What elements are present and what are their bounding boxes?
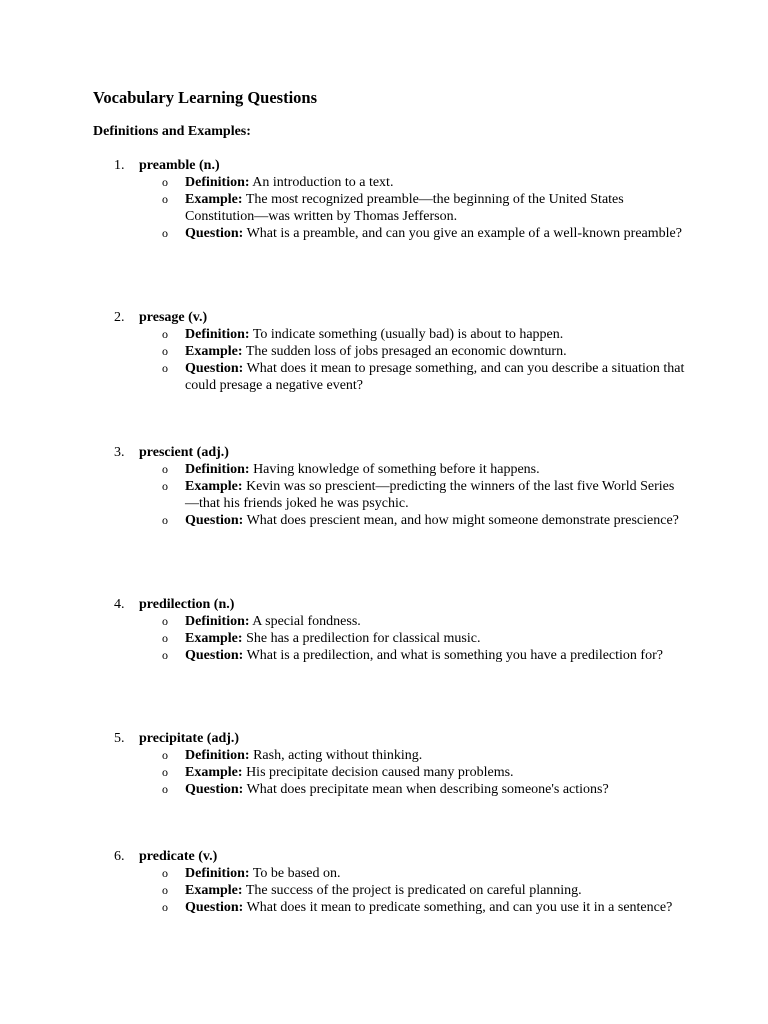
question-item (162, 899, 685, 916)
definition-text: A special fondness. (252, 614, 361, 629)
question-text: What is a preamble, and can you give an example of a well-known preamble? (246, 226, 682, 241)
example-label: Example: (185, 765, 243, 780)
example-item (162, 191, 685, 225)
question-label: Question: (185, 782, 244, 797)
example-item (162, 343, 685, 360)
bullet-marker: o (162, 614, 168, 628)
question-label: Question: (185, 648, 244, 663)
definition-item (162, 747, 685, 764)
question-item (162, 647, 685, 664)
bullet-marker: o (162, 327, 168, 341)
definition-text: To be based on. (252, 866, 341, 881)
vocab-term: prescient (adj.) (139, 445, 229, 460)
definition-label: Definition: (185, 866, 250, 881)
definition-item (162, 461, 685, 478)
bullet-marker: o (162, 175, 168, 189)
definition-label: Definition: (185, 175, 250, 190)
bullet-marker: o (162, 226, 168, 240)
example-label: Example: (185, 479, 243, 494)
example-text: His precipitate decision caused many problems. (246, 765, 514, 780)
bullet-marker: o (162, 344, 168, 358)
question-item (162, 360, 685, 394)
entry-number: 1. (114, 158, 125, 173)
bullet-marker: o (162, 782, 168, 796)
example-item (162, 478, 685, 512)
definition-item (162, 326, 685, 343)
definition-text: Rash, acting without thinking. (253, 748, 423, 763)
bullet-marker: o (162, 765, 168, 779)
example-item (162, 882, 685, 899)
bullet-marker: o (162, 866, 168, 880)
question-label: Question: (185, 900, 244, 915)
example-label: Example: (185, 883, 243, 898)
bullet-marker: o (162, 361, 168, 375)
question-text: What does prescient mean, and how might someone demonstrate prescience? (246, 513, 679, 528)
question-text: What does it mean to predicate something, and can you use it in a sentence? (246, 900, 673, 915)
example-text: The success of the project is predicated on careful planning. (245, 883, 582, 898)
definition-item (162, 865, 685, 882)
vocab-term: predicate (v.) (139, 849, 218, 864)
definition-label: Definition: (185, 748, 250, 763)
question-label: Question: (185, 361, 244, 376)
document-title: Vocabulary Learning Questions (93, 88, 318, 107)
example-text: Kevin was so prescient—predicting the winners of the last five World Series—that his friends joked he was psychic. (185, 479, 675, 511)
question-item (162, 781, 685, 798)
example-item (162, 630, 685, 647)
definition-text: An introduction to a text. (252, 175, 394, 190)
question-text: What is a predilection, and what is something you have a predilection for? (246, 648, 663, 663)
bullet-marker: o (162, 479, 168, 493)
example-label: Example: (185, 344, 243, 359)
example-label: Example: (185, 192, 243, 207)
definition-item (162, 613, 685, 630)
definition-label: Definition: (185, 462, 250, 477)
example-text: She has a predilection for classical music. (246, 631, 481, 646)
vocab-term: predilection (n.) (139, 597, 235, 612)
question-text: What does precipitate mean when describing someone's actions? (246, 782, 609, 797)
definition-label: Definition: (185, 614, 250, 629)
entry-number: 5. (114, 731, 125, 746)
definition-label: Definition: (185, 327, 250, 342)
definition-text: Having knowledge of something before it happens. (253, 462, 540, 477)
example-text: The sudden loss of jobs presaged an economic downturn. (245, 344, 567, 359)
vocab-term: presage (v.) (139, 310, 208, 325)
example-label: Example: (185, 631, 243, 646)
vocab-term: preamble (n.) (139, 158, 220, 173)
bullet-marker: o (162, 462, 168, 476)
bullet-marker: o (162, 648, 168, 662)
bullet-marker: o (162, 631, 168, 645)
entry-number: 6. (114, 849, 125, 864)
example-item (162, 764, 685, 781)
definition-text: To indicate something (usually bad) is about to happen. (252, 327, 564, 342)
question-label: Question: (185, 513, 244, 528)
vocab-term: precipitate (adj.) (139, 731, 240, 746)
entry-number: 2. (114, 310, 125, 325)
example-text: The most recognized preamble—the beginning of the United States Constitution—was written by Thomas Jefferson. (185, 192, 624, 224)
bullet-marker: o (162, 192, 168, 206)
bullet-marker: o (162, 900, 168, 914)
question-text: What does it mean to presage something, and can you describe a situation that could presage a negative event? (185, 361, 685, 393)
definition-item (162, 174, 685, 191)
entry-number: 4. (114, 597, 125, 612)
section-heading: Definitions and Examples: (93, 124, 251, 139)
bullet-marker: o (162, 513, 168, 527)
question-item (162, 512, 685, 529)
bullet-marker: o (162, 883, 168, 897)
entry-number: 3. (114, 445, 125, 460)
question-item (162, 225, 685, 242)
bullet-marker: o (162, 748, 168, 762)
question-label: Question: (185, 226, 244, 241)
